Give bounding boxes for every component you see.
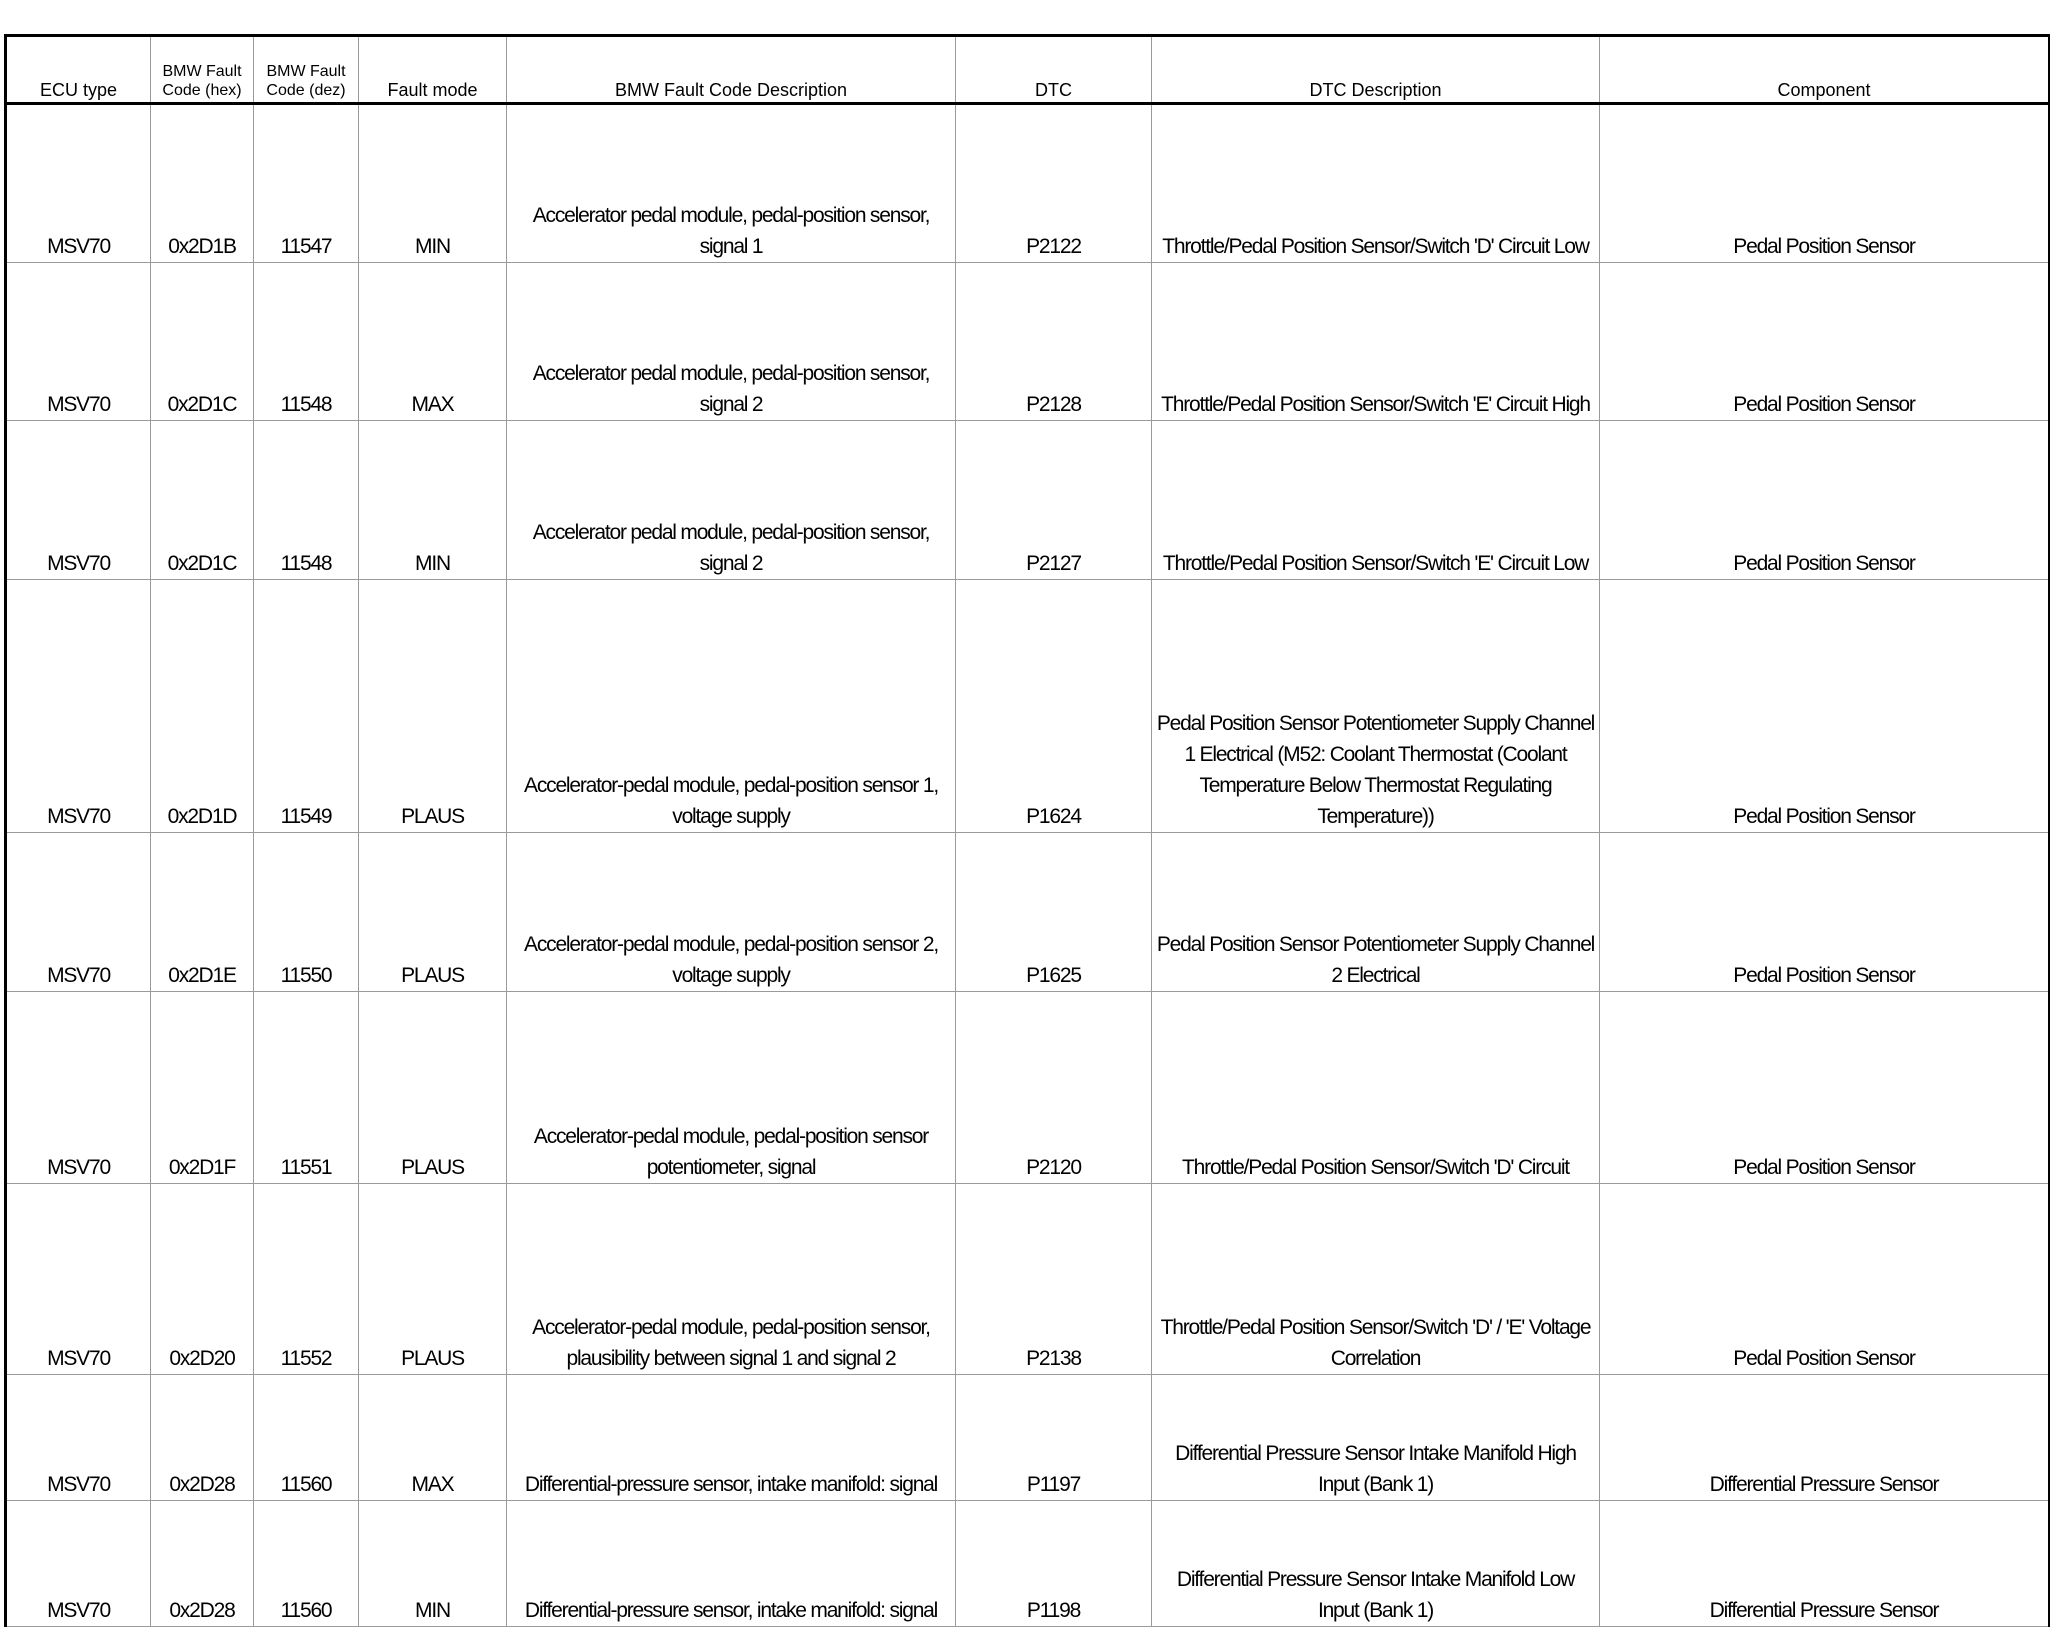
cell-component: Pedal Position Sensor (1600, 833, 2050, 992)
cell-hex: 0x2D1F (151, 992, 254, 1184)
cell-dtc-description: Throttle/Pedal Position Sensor/Switch 'D' Circuit (1152, 992, 1600, 1184)
table-row (6, 104, 2050, 263)
cell-component: Pedal Position Sensor (1600, 580, 2050, 833)
cell-mode: MIN (359, 104, 507, 263)
cell-component: Pedal Position Sensor (1600, 421, 2050, 580)
cell-dtc: P2122 (956, 104, 1152, 263)
cell-ecu: MSV70 (6, 421, 151, 580)
cell-dtc: P1197 (956, 1375, 1152, 1501)
table-row (6, 992, 2050, 1184)
cell-dez: 11560 (254, 1501, 359, 1627)
cell-hex: 0x2D1D (151, 580, 254, 833)
cell-mode: MIN (359, 421, 507, 580)
header-fault-description: BMW Fault Code Description (507, 36, 956, 104)
cell-hex: 0x2D28 (151, 1501, 254, 1627)
table-row (6, 833, 2050, 992)
cell-dtc-description: Throttle/Pedal Position Sensor/Switch 'E' Circuit High (1152, 263, 1600, 421)
cell-ecu: MSV70 (6, 1501, 151, 1627)
cell-description: Accelerator-pedal module, pedal-position sensor 2, voltage supply (507, 833, 956, 992)
cell-dtc: P1198 (956, 1501, 1152, 1627)
cell-dtc-description: Pedal Position Sensor Potentiometer Supply Channel 2 Electrical (1152, 833, 1600, 992)
cell-mode: PLAUS (359, 580, 507, 833)
cell-component: Pedal Position Sensor (1600, 104, 2050, 263)
cell-dtc: P2127 (956, 421, 1152, 580)
header-dtc-description: DTC Description (1152, 36, 1600, 104)
cell-component: Differential Pressure Sensor (1600, 1501, 2050, 1627)
table-row (6, 1501, 2050, 1627)
cell-description: Differential-pressure sensor, intake manifold: signal (507, 1501, 956, 1627)
cell-description: Accelerator-pedal module, pedal-position sensor potentiometer, signal (507, 992, 956, 1184)
cell-dtc: P2138 (956, 1184, 1152, 1375)
cell-dez: 11550 (254, 833, 359, 992)
cell-dez: 11548 (254, 421, 359, 580)
cell-ecu: MSV70 (6, 263, 151, 421)
cell-dtc: P1624 (956, 580, 1152, 833)
header-ecu-type: ECU type (6, 36, 151, 104)
cell-dtc-description: Throttle/Pedal Position Sensor/Switch 'D' Circuit Low (1152, 104, 1600, 263)
cell-description: Accelerator pedal module, pedal-position sensor, signal 2 (507, 263, 956, 421)
cell-dtc: P2128 (956, 263, 1152, 421)
cell-component: Pedal Position Sensor (1600, 992, 2050, 1184)
cell-component: Differential Pressure Sensor (1600, 1375, 2050, 1501)
cell-dez: 11551 (254, 992, 359, 1184)
table-row (6, 1375, 2050, 1501)
header-fault-code-dez: BMW Fault Code (dez) (254, 36, 359, 104)
cell-mode: MAX (359, 1375, 507, 1501)
cell-dtc: P2120 (956, 992, 1152, 1184)
cell-dtc-description: Differential Pressure Sensor Intake Manifold Low Input (Bank 1) (1152, 1501, 1600, 1627)
cell-dtc-description: Throttle/Pedal Position Sensor/Switch 'D' / 'E' Voltage Correlation (1152, 1184, 1600, 1375)
cell-dtc: P1625 (956, 833, 1152, 992)
cell-mode: PLAUS (359, 992, 507, 1184)
cell-mode: PLAUS (359, 1184, 507, 1375)
cell-dtc-description: Pedal Position Sensor Potentiometer Supply Channel 1 Electrical (M52: Coolant Thermostat (Coolant Temperature Below Thermostat Regulating Temperature)) (1152, 580, 1600, 833)
cell-ecu: MSV70 (6, 833, 151, 992)
cell-dtc-description: Differential Pressure Sensor Intake Manifold High Input (Bank 1) (1152, 1375, 1600, 1501)
cell-component: Pedal Position Sensor (1600, 1184, 2050, 1375)
header-fault-mode: Fault mode (359, 36, 507, 104)
cell-dez: 11548 (254, 263, 359, 421)
table-row (6, 1184, 2050, 1375)
cell-description: Accelerator-pedal module, pedal-position sensor, plausibility between signal 1 and signal 2 (507, 1184, 956, 1375)
table-row (6, 263, 2050, 421)
cell-mode: MIN (359, 1501, 507, 1627)
cell-ecu: MSV70 (6, 1184, 151, 1375)
header-component: Component (1600, 36, 2050, 104)
cell-dez: 11549 (254, 580, 359, 833)
cell-hex: 0x2D1C (151, 421, 254, 580)
fault-code-table (4, 34, 2050, 1627)
cell-dez: 11560 (254, 1375, 359, 1501)
cell-description: Accelerator pedal module, pedal-position sensor, signal 1 (507, 104, 956, 263)
cell-description: Accelerator pedal module, pedal-position sensor, signal 2 (507, 421, 956, 580)
cell-dtc-description: Throttle/Pedal Position Sensor/Switch 'E' Circuit Low (1152, 421, 1600, 580)
cell-mode: PLAUS (359, 833, 507, 992)
cell-ecu: MSV70 (6, 580, 151, 833)
table-row (6, 580, 2050, 833)
cell-hex: 0x2D1B (151, 104, 254, 263)
cell-ecu: MSV70 (6, 104, 151, 263)
table-row (6, 421, 2050, 580)
cell-description: Differential-pressure sensor, intake manifold: signal (507, 1375, 956, 1501)
cell-hex: 0x2D1C (151, 263, 254, 421)
cell-ecu: MSV70 (6, 992, 151, 1184)
cell-dez: 11552 (254, 1184, 359, 1375)
header-row (6, 36, 2050, 104)
header-dtc: DTC (956, 36, 1152, 104)
cell-hex: 0x2D20 (151, 1184, 254, 1375)
cell-dez: 11547 (254, 104, 359, 263)
cell-hex: 0x2D1E (151, 833, 254, 992)
cell-hex: 0x2D28 (151, 1375, 254, 1501)
cell-mode: MAX (359, 263, 507, 421)
cell-ecu: MSV70 (6, 1375, 151, 1501)
cell-description: Accelerator-pedal module, pedal-position sensor 1, voltage supply (507, 580, 956, 833)
header-fault-code-hex: BMW Fault Code (hex) (151, 36, 254, 104)
cell-component: Pedal Position Sensor (1600, 263, 2050, 421)
